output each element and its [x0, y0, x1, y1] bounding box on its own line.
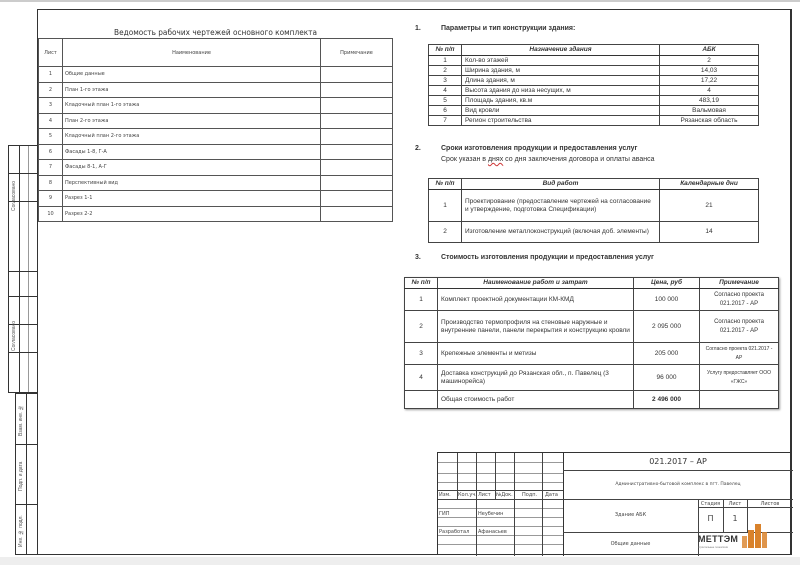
cell-note [321, 82, 393, 98]
cell-name: Крепежные элементы и метизы [438, 343, 634, 365]
cell-name: Вид кровли [462, 106, 660, 116]
role-chief-engineer: ГИП [439, 511, 450, 517]
table-row [39, 67, 393, 83]
cell-note [321, 144, 393, 160]
cell-value: Рязанская область [660, 116, 759, 126]
side-label-approved-1: Согласовано [11, 180, 17, 212]
cell-note [321, 191, 393, 207]
subtitle-spellcheck-word: днях [487, 156, 504, 163]
col-header-doc: №Док. [496, 492, 513, 498]
side-label-signature-date: Подп. и дата [18, 461, 24, 491]
cell-note [321, 175, 393, 191]
cell-note: Согласно проекта 021.2017 - АР [700, 289, 779, 311]
section-2-heading [415, 145, 637, 152]
divider [438, 499, 563, 500]
side-stamp-inventory [15, 393, 37, 555]
header-days: Календарные дни [660, 179, 759, 190]
table-row [39, 98, 393, 114]
divider [542, 453, 543, 556]
divider [698, 507, 793, 508]
cell-num: 4 [405, 365, 438, 391]
table-row [39, 160, 393, 176]
table-row [429, 190, 759, 222]
divider [438, 535, 563, 536]
divider [563, 470, 793, 471]
section-number: 3. [415, 254, 421, 261]
sheet-title: Общие данные [610, 541, 651, 547]
table-row [405, 343, 779, 365]
cell-note: Согласно проекта 021.2017 - АР [700, 343, 779, 365]
cell-name: Площадь здания, кв.м [462, 96, 660, 106]
table-header-row [429, 45, 759, 56]
cell-name: Длина здания, м [462, 76, 660, 86]
total-label: Общая стоимость работ [438, 391, 634, 409]
table-row [39, 175, 393, 191]
cell-value: 4 [660, 86, 759, 96]
divider [19, 146, 20, 392]
cell-name: Кол-во этажей [462, 56, 660, 66]
cell-sheet: 10 [39, 206, 63, 222]
side-label-approved-2: Согласовано [11, 320, 17, 352]
cell-sheet: 3 [39, 98, 63, 114]
cell-name: Ширина здания, м [462, 66, 660, 76]
stage-value: П [707, 514, 714, 523]
cell-name: Общие данные [63, 67, 321, 83]
header-value: АБК [660, 45, 759, 56]
project-name: Административно-бытовой комплекс в пгт. Павелец [615, 482, 741, 487]
table-row [39, 113, 393, 129]
logo-buildings-icon [742, 524, 772, 548]
cell-note [321, 113, 393, 129]
cell-num [405, 391, 438, 409]
cell-name: Регион строительства [462, 116, 660, 126]
logo-tagline: строительные технологии [698, 546, 729, 549]
cell-name: План 1-го этажа [63, 82, 321, 98]
company-logo [698, 524, 773, 552]
table-row [429, 116, 759, 126]
cell-price: 100 000 [634, 289, 700, 311]
table-row [39, 129, 393, 145]
table-row [405, 365, 779, 391]
subtitle-text: со дня заключения договора и оплаты аванса [503, 156, 655, 163]
section-number: 1. [415, 25, 421, 32]
drawings-list-table [38, 38, 393, 222]
cell-name: Перспективный вид [63, 175, 321, 191]
cell-num: 2 [429, 66, 462, 76]
section-title: Параметры и тип конструкции здания: [441, 25, 576, 32]
cell-price: 205 000 [634, 343, 700, 365]
chief-engineer-name: Неубечин [478, 511, 504, 517]
section-title: Стоимость изготовления продукции и предоставления услуг [441, 254, 654, 261]
subtitle-text: Срок указан в [441, 156, 488, 163]
section-title: Сроки изготовления продукции и предоставления услуг [441, 145, 638, 152]
page-bottom-edge [0, 557, 800, 565]
cell-num: 1 [405, 289, 438, 311]
table-header-row [429, 179, 759, 190]
divider [514, 453, 515, 556]
divider [28, 146, 29, 392]
cell-days: 14 [660, 222, 759, 243]
sheets-label: Листов [760, 501, 780, 507]
header-name: Назначение здания [462, 45, 660, 56]
table-row [39, 191, 393, 207]
cell-value: 2 [660, 56, 759, 66]
table-row [405, 311, 779, 343]
cell-sheet: 8 [39, 175, 63, 191]
cell-note [321, 129, 393, 145]
cell-sheet: 4 [39, 113, 63, 129]
cell-sheet: 7 [39, 160, 63, 176]
building-name: Здание АБК [614, 512, 647, 518]
table-total-row [405, 391, 779, 409]
role-developer: Разработал [439, 529, 470, 535]
col-header-sign: Подп. [522, 492, 538, 498]
cell-value: 14,03 [660, 66, 759, 76]
cell-num: 2 [405, 311, 438, 343]
divider [16, 504, 38, 505]
developer-name: Афанасьев [478, 529, 507, 535]
col-header-date: Дата [545, 492, 558, 498]
document-code: 021.2017 – АР [649, 457, 707, 466]
header-name: Наименование [63, 39, 321, 67]
cell-price: 96 000 [634, 365, 700, 391]
header-num: № п/п [405, 278, 438, 289]
cell-num: 1 [429, 190, 462, 222]
divider [26, 394, 27, 554]
header-work: Вид работ [462, 179, 660, 190]
cell-name: Комплект проектной документации КМ-КМД [438, 289, 634, 311]
divider [438, 517, 563, 518]
side-stamp-approvals [8, 145, 37, 393]
divider [476, 453, 477, 556]
cell-name: Фасады 1-8, Г-А [63, 144, 321, 160]
cell-note [321, 98, 393, 114]
table-header-row [405, 278, 779, 289]
divider [9, 271, 38, 272]
sheet-label: Лист [728, 501, 742, 507]
side-label-replacement-inv: Взам. инв. № [18, 404, 24, 436]
cell-name: Высота здания до низа несущих, м [462, 86, 660, 96]
header-num: № п/п [429, 179, 462, 190]
building-parameters-table [428, 44, 759, 126]
cell-name: Кладочный план 2-го этажа [63, 129, 321, 145]
cell-sheet: 5 [39, 129, 63, 145]
table-row [429, 222, 759, 243]
cell-name: Доставка конструкций до Рязанская обл., п. Павелец (3 машинорейса) [438, 365, 634, 391]
cell-name: Фасады 8-1, А-Г [63, 160, 321, 176]
table-row [429, 86, 759, 96]
cell-name: План 2-го этажа [63, 113, 321, 129]
cell-work: Изготовление металлоконструкций (включая доб. элементы) [462, 222, 660, 243]
cell-sheet: 2 [39, 82, 63, 98]
cell-num: 2 [429, 222, 462, 243]
logo-wordmark: МЕТТЭМ [698, 534, 739, 544]
cell-sheet: 6 [39, 144, 63, 160]
cell-num: 3 [429, 76, 462, 86]
col-header-change: Изм. [439, 492, 451, 498]
divider [438, 544, 563, 545]
cell-note [700, 391, 779, 409]
cell-value: 483,19 [660, 96, 759, 106]
section-1-heading [415, 25, 575, 32]
table-row [39, 144, 393, 160]
cell-note [321, 67, 393, 83]
cell-sheet: 1 [39, 67, 63, 83]
divider [438, 508, 563, 509]
page-top-edge [0, 0, 800, 2]
table-row [39, 206, 393, 222]
cell-note [321, 206, 393, 222]
header-note: Примечание [321, 39, 393, 67]
col-header-qty: Кол.уч. [458, 492, 477, 498]
table-row [39, 82, 393, 98]
cell-num: 7 [429, 116, 462, 126]
divider [438, 526, 563, 527]
total-value: 2 496 000 [634, 391, 700, 409]
cell-note [321, 160, 393, 176]
side-label-original-inv: Инв. № подл. [18, 515, 24, 547]
cell-sheet: 9 [39, 191, 63, 207]
cell-value: 17,22 [660, 76, 759, 86]
header-num: № п/п [429, 45, 462, 56]
cell-value: Вальмовая [660, 106, 759, 116]
cell-num: 4 [429, 86, 462, 96]
header-sheet: Лист [39, 39, 63, 67]
cell-name: Кладочный план 1-го этажа [63, 98, 321, 114]
cell-name: Производство термопрофиля на стеновые наружные и внутренние панели, панели перекрытия и конструкцию кровли [438, 311, 634, 343]
section-3-heading [415, 254, 654, 261]
production-terms-table [428, 178, 759, 243]
cell-price: 2 095 000 [634, 311, 700, 343]
section-2-subtitle [441, 156, 655, 163]
cell-num: 3 [405, 343, 438, 365]
table-row [429, 76, 759, 86]
table-row [429, 96, 759, 106]
cell-num: 5 [429, 96, 462, 106]
col-header-sheet: Лист [478, 492, 491, 498]
cell-num: 1 [429, 56, 462, 66]
table-header-row [39, 39, 393, 67]
table-row [429, 106, 759, 116]
cell-note: Согласно проекта 021.2017 - АР [700, 311, 779, 343]
header-name: Наименование работ и затрат [438, 278, 634, 289]
divider [9, 296, 38, 297]
cost-table [404, 277, 779, 409]
cell-note: Услугу предоставляет ООО «ГЖС» [700, 365, 779, 391]
stage-label: Стадия [700, 501, 721, 507]
cell-work: Проектирование (предоставление чертежей на согласование и утверждение, подготовка Спецификации) [462, 190, 660, 222]
section-number: 2. [415, 145, 421, 152]
header-price: Цена, руб [634, 278, 700, 289]
drawings-list-title: Ведомость рабочих чертежей основного комплекта [114, 28, 317, 37]
divider [16, 444, 38, 445]
cell-days: 21 [660, 190, 759, 222]
cell-num: 6 [429, 106, 462, 116]
cell-name: Разрез 2-2 [63, 206, 321, 222]
header-note: Примечание [700, 278, 779, 289]
table-row [429, 56, 759, 66]
divider [563, 499, 793, 500]
cell-name: Разрез 1-1 [63, 191, 321, 207]
sheet-value: 1 [732, 514, 738, 523]
table-row [429, 66, 759, 76]
table-row [405, 289, 779, 311]
